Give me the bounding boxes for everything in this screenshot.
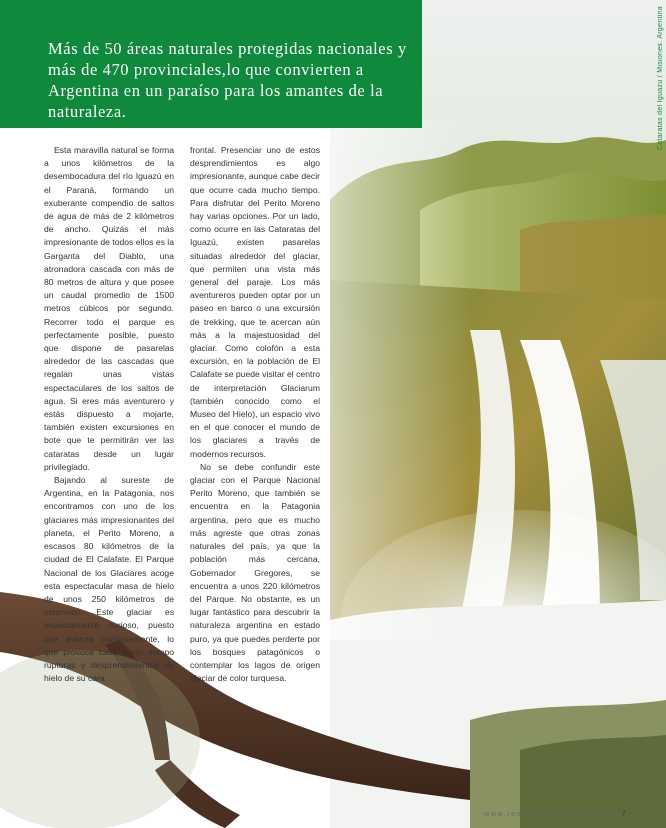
text-column-1 [44,144,174,685]
photo-caption: Cataratas del Iguazú / Misiones. Argentina [657,6,664,151]
paragraph: frontal. Presenciar uno de estos desprendimientos es algo impresionante, aunque cabe decir que ocurre cada mucho tiempo. Para disfrutar del Perito Moreno hay varias opciones. Por un lado, como ocurre en las Cataratas del Iguazú, existen pasarelas situadas alrededor del glaciar, que permiten una vista más general del paraje. Los más aventureros pueden optar por un paseo en barco o una excursión de trekking, que te acercan aún más a la majestuosidad del glaciar. Como colofón a esta excursión, en la población de El Calafate se puede visitar el centro de interpretación Glaciarum (también conocido como el Museo del Hielo), un espacio vivo en el que conocer el mundo de los glaciares a través de modernos recursos. [190,145,320,459]
page-number: 7 [621,809,626,818]
text-column-2 [190,144,320,685]
paragraph: Esta maravilla natural se forma a unos kilómetros de la desembocadura del río Iguazú en el Paraná, formando un exuberante compendio de saltos de agua de más de 2 kilómetros de ancho. Quizás el más impresionante de todos ellos es la Garganta del Diablo, una atronadora cascada con más de 80 metros de altura y que posee un caudal promedio de 1500 metros cúbicos por segundo. Recorrer todo el parque es perfectamente posible, puesto que dispone de pasarelas alrededor de las cascadas que regalan unas vistas espectaculares de los saltos de agua. Si eres más aventurero y estás dispuesto a mojarte, también existen excursiones en bote que te permitirán ver las cataratas desde un lugar privilegiado. [44,145,174,472]
paragraph: Bajando al sureste de Argentina, en la Patagonia, nos encontramos con uno de los glaciares más impresionantes del planeta, el Perito Moreno, a escasos 80 kilómetros de la ciudad de El Calafate. El Parque Nacional de los Glaciares acoge esta espectacular masa de hielo de unos 250 kilómetros de extensión. Este glaciar es especialmente curioso, puesto que avanza continuamente, lo que provoca cada cierto tiempo rupturas y desprendimientos de hielo de su cara [44,475,174,684]
footer-url: www.revistasexcelencias.com [484,811,620,818]
headline: Más de 50 áreas naturales protegidas nacionales y más de 470 provinciales,lo que convierten a Argentina en un paraíso para los amantes de la naturaleza. [48,39,407,121]
paragraph: No se debe confundir este glaciar con el Parque Nacional Perito Moreno, que también se encuentra en la Patagonia argentina, pero que es mucho más agreste que otras zonas naturales del país, ya que la población más cercana, Gobernador Gregores, se encuentra a unos 220 kilómetros del Parque. No obstante, es un lugar fantástico para descubrir la naturaleza argentina en estado puro, ya que puedes perderte por los bosques patagónicos o contemplar los lagos de origen glaciar de color turquesa. [190,461,320,684]
headline-box [0,0,422,128]
